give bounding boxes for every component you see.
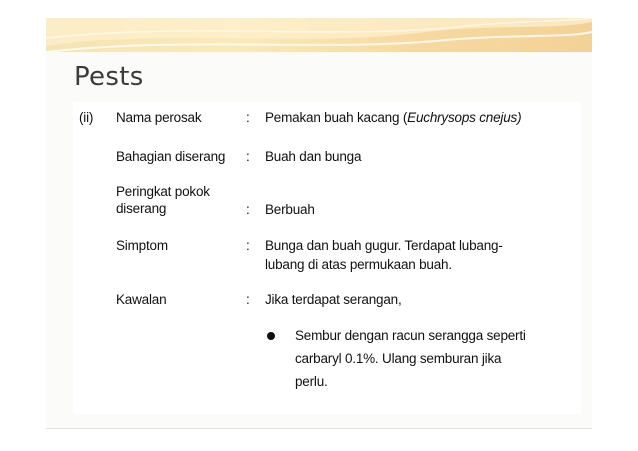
row-label-peringkat-line2: diserang — [116, 201, 167, 216]
bullet-icon — [267, 332, 275, 340]
row-value-kawalan: Jika terdapat serangan, — [265, 292, 402, 307]
row-separator: : — [246, 202, 250, 217]
value-scientific-name: Euchrysops cnejus) — [407, 110, 522, 125]
bullet-line-3: perlu. — [295, 374, 328, 389]
section-number: (ii) — [79, 110, 94, 125]
row-value-bahagian-diserang: Buah dan bunga — [265, 149, 362, 164]
row-separator: : — [246, 110, 250, 125]
row-value-simptom-line1: Bunga dan buah gugur. Terdapat lubang- — [265, 238, 503, 253]
row-label-kawalan: Kawalan — [116, 292, 167, 307]
row-label-bahagian-diserang: Bahagian diserang — [116, 149, 226, 164]
value-text: Pemakan buah kacang ( — [265, 110, 408, 125]
row-value-nama-perosak — [265, 108, 521, 127]
row-value-simptom-line2: lubang di atas permukaan buah. — [265, 257, 452, 272]
row-separator: : — [246, 292, 250, 307]
row-separator: : — [246, 238, 250, 253]
row-value-peringkat: Berbuah — [265, 202, 315, 217]
slide — [46, 18, 592, 429]
content-panel — [73, 102, 581, 414]
row-label-simptom: Simptom — [116, 238, 168, 253]
bullet-line-1: Sembur dengan racun serangga seperti — [295, 328, 526, 343]
row-label-nama-perosak: Nama perosak — [116, 110, 202, 125]
row-separator: : — [246, 149, 250, 164]
bullet-line-2: carbaryl 0.1%. Ulang semburan jika — [295, 351, 502, 366]
swoosh-decoration — [46, 18, 592, 52]
row-label-peringkat-line1: Peringkat pokok — [116, 184, 210, 199]
slide-title: Pests — [74, 62, 144, 92]
header-decoration — [46, 18, 592, 52]
